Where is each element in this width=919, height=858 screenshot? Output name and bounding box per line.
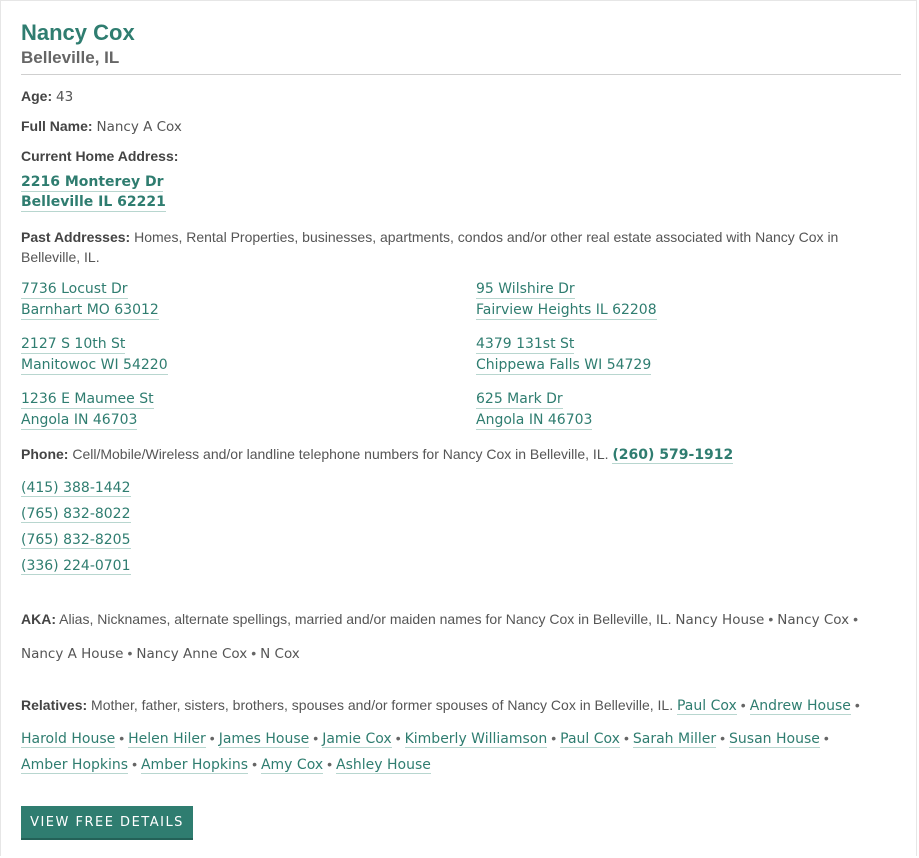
separator: •: [251, 645, 257, 661]
separator: •: [252, 756, 257, 772]
aka-name: Nancy Cox: [777, 612, 850, 628]
relative-link[interactable]: Amy Cox: [260, 757, 324, 773]
phone-link[interactable]: (765) 832-8022: [21, 506, 131, 522]
phone-row: [21, 446, 733, 463]
separator: •: [551, 730, 557, 746]
separator: •: [209, 730, 215, 746]
view-free-details-button[interactable]: VIEW FREE DETAILS: [21, 806, 193, 840]
aka-name: N Cox: [260, 646, 300, 662]
relative-link[interactable]: Ashley House: [336, 757, 431, 773]
past-address-item: [21, 278, 159, 320]
phone-label: Phone:: [21, 446, 69, 462]
aka-description: Alias, Nicknames, alternate spellings, married and/or maiden names for Nancy Cox in Belleville, IL.: [59, 611, 672, 627]
age-label: Age:: [21, 88, 53, 104]
past-address-item: [476, 278, 657, 320]
current-address-label: Current Home Address:: [21, 148, 179, 164]
past-addresses-label: Past Addresses:: [21, 229, 131, 245]
past-address-city-link[interactable]: Barnhart MO 63012: [21, 302, 159, 318]
phone-link[interactable]: (765) 832-8205: [21, 532, 131, 548]
separator: •: [740, 697, 746, 713]
relatives-row-2: [21, 728, 901, 749]
relative-link[interactable]: Amber Hopkins: [21, 757, 129, 773]
past-address-street-link[interactable]: 2127 S 10th St: [21, 336, 126, 352]
relative-link[interactable]: Jamie Cox: [322, 731, 392, 747]
phone-description: Cell/Mobile/Wireless and/or landline telephone numbers for Nancy Cox in Belleville, IL.: [72, 446, 609, 462]
past-address-item: [21, 333, 168, 375]
relatives-label: Relatives:: [21, 697, 88, 713]
past-address-city-link[interactable]: Chippewa Falls WI 54729: [476, 357, 652, 373]
relative-link[interactable]: Paul Cox: [676, 698, 737, 714]
past-address-street-link[interactable]: 7736 Locust Dr: [21, 281, 128, 297]
aka-name: Nancy A House: [21, 646, 124, 662]
past-addresses-description: Homes, Rental Properties, businesses, apartments, condos and/or other real estate associated with Nancy Cox in Belleville, IL.: [21, 229, 839, 265]
past-address-street-link[interactable]: 1236 E Maumee St: [21, 391, 154, 407]
full-name-label: Full Name:: [21, 118, 93, 134]
separator: •: [119, 730, 125, 746]
separator: •: [720, 730, 726, 746]
separator: •: [854, 697, 860, 713]
relative-link[interactable]: Amber Hopkins: [140, 757, 249, 773]
relative-link[interactable]: Harold House: [21, 731, 116, 747]
past-addresses-section: [21, 227, 901, 267]
separator: •: [823, 730, 829, 746]
aka-section-continued: [21, 643, 901, 664]
past-address-street-link[interactable]: 4379 131st St: [476, 336, 575, 352]
relative-link[interactable]: Andrew House: [749, 698, 851, 714]
primary-phone-link[interactable]: (260) 579-1912: [612, 447, 734, 463]
relatives-row-3: [21, 754, 901, 775]
past-address-city-link[interactable]: Fairview Heights IL 62208: [476, 302, 657, 318]
phone-link[interactable]: (415) 388-1442: [21, 480, 131, 496]
current-address-row: [21, 148, 178, 164]
relative-link[interactable]: James House: [218, 731, 310, 747]
past-address-city-link[interactable]: Manitowoc WI 54220: [21, 357, 168, 373]
relative-link[interactable]: Paul Cox: [560, 731, 620, 747]
past-address-city-link[interactable]: Angola IN 46703: [476, 412, 593, 428]
past-address-item: [476, 388, 592, 430]
aka-name: Nancy House: [675, 612, 765, 628]
separator: •: [127, 645, 133, 661]
past-address-item: [21, 388, 154, 430]
age-row: [21, 88, 73, 105]
past-address-street-link[interactable]: 625 Mark Dr: [476, 391, 563, 407]
person-city: Belleville, IL: [21, 48, 120, 67]
relatives-description: Mother, father, sisters, brothers, spouses and/or former spouses of Nancy Cox in Belleville, IL.: [91, 697, 674, 713]
phone-link[interactable]: (336) 224-0701: [21, 558, 131, 574]
separator: •: [623, 730, 629, 746]
full-name-value: Nancy A Cox: [96, 119, 182, 135]
separator: •: [327, 756, 333, 772]
relatives-section: [21, 695, 901, 716]
past-address-item: [476, 333, 651, 375]
past-address-city-link[interactable]: Angola IN 46703: [21, 412, 138, 428]
header-divider: [21, 74, 901, 75]
separator: •: [768, 611, 774, 627]
relative-link[interactable]: Helen Hiler: [128, 731, 206, 747]
relative-link[interactable]: Susan House: [729, 731, 820, 747]
current-address-city-link[interactable]: Belleville IL 62221: [21, 194, 166, 210]
full-name-row: [21, 118, 182, 135]
age-value: 43: [56, 89, 74, 105]
aka-label: AKA:: [21, 611, 56, 627]
separator: •: [853, 611, 859, 627]
separator: •: [395, 730, 401, 746]
aka-section: [21, 609, 901, 630]
aka-name: Nancy Anne Cox: [136, 646, 248, 662]
person-name: Nancy Cox: [21, 20, 135, 45]
separator: •: [313, 730, 319, 746]
relative-link[interactable]: Kimberly Williamson: [404, 731, 548, 747]
past-address-street-link[interactable]: 95 Wilshire Dr: [476, 281, 575, 297]
separator: •: [132, 756, 137, 772]
relative-link[interactable]: Sarah Miller: [632, 731, 717, 747]
current-address-street-link[interactable]: 2216 Monterey Dr: [21, 174, 164, 190]
